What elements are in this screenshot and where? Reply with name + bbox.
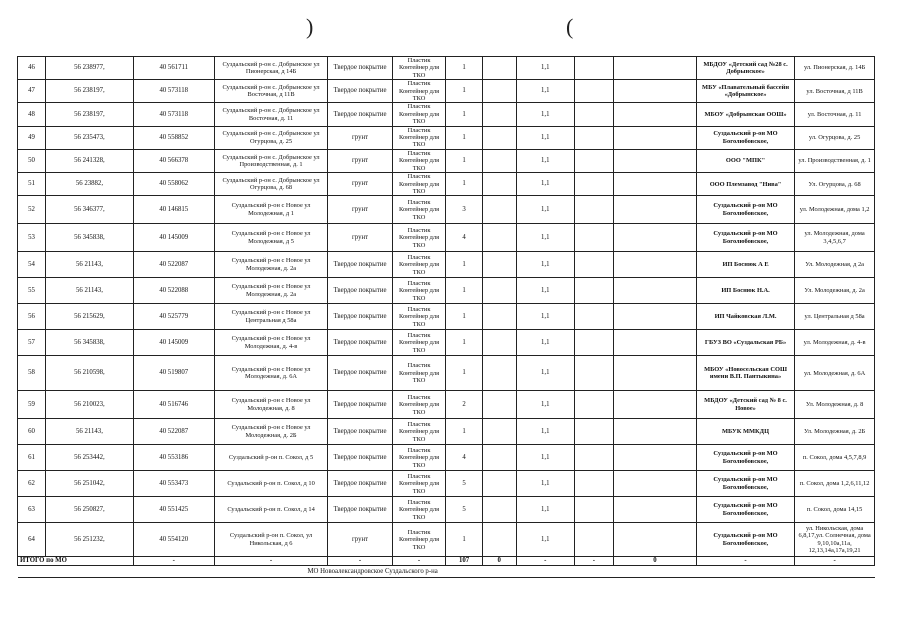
table-row [18, 278, 875, 304]
cell-served: ул. Восточная, д 11В [795, 80, 875, 103]
cell-addr: Суздальский р-он с Новое ул Молодежная, д 1 [214, 196, 328, 224]
cell-count: 1 [446, 149, 482, 172]
cell-served: Ул. Молодежная, д. 2а [795, 278, 875, 304]
total-cell-c8: 0 [482, 557, 516, 566]
cell-owner: ООО Племзавод "Нива" [696, 173, 794, 196]
cell-lat: 56 238197, [45, 103, 133, 126]
cell-served: ул. Молодежная, д. 4-в [795, 330, 875, 356]
cell-type: Пластик Контейнер для ТКО [392, 173, 446, 196]
cell-lat: 56 345838, [45, 224, 133, 252]
cell-lat: 56 251042, [45, 471, 133, 497]
cell-count: 4 [446, 445, 482, 471]
cell-count: 1 [446, 252, 482, 278]
cell-served: ул. Молодежная, д. 6А [795, 356, 875, 391]
table-row [18, 149, 875, 172]
cell-count: 5 [446, 471, 482, 497]
cell-lat: 56 21143, [45, 419, 133, 445]
cell-vol: 1,1 [516, 173, 574, 196]
total-cell-c10: - [574, 557, 613, 566]
cell-served: ул. Молодежная, дома 1,2 [795, 196, 875, 224]
cell-cover: Твердое покрытие [328, 419, 392, 445]
cell-empty [574, 419, 613, 445]
cell-cover: Твердое покрытие [328, 356, 392, 391]
cell-served: п. Сокол, дома 14,15 [795, 497, 875, 523]
cell-owner: МБДОУ «Детский сад №28 с. Добрынское» [696, 57, 794, 80]
cell-addr: Суздальский р-он с Новое ул Молодежная, д. 2а [214, 278, 328, 304]
total-cell-served: - [795, 557, 875, 566]
cell-n: 61 [18, 445, 46, 471]
cell-cover: Твердое покрытие [328, 80, 392, 103]
cell-empty [482, 445, 516, 471]
cell-n: 55 [18, 278, 46, 304]
cell-vol: 1,1 [516, 126, 574, 149]
cell-lon: 40 573118 [133, 103, 214, 126]
cell-type: Пластик Контейнер для ТКО [392, 278, 446, 304]
table-row [18, 57, 875, 80]
table-row [18, 126, 875, 149]
cell-lat: 56 21143, [45, 252, 133, 278]
cell-owner: ООО "МПК" [696, 149, 794, 172]
cell-vol: 1,1 [516, 523, 574, 557]
cell-addr: Суздальский р-он п. Сокол, ул Никольская, д 6 [214, 523, 328, 557]
cell-addr: Суздальский р-он с Новое ул Молодежная, д 5 [214, 224, 328, 252]
cell-served: п. Сокол, дома 4,5,7,8,9 [795, 445, 875, 471]
cell-addr: Суздальский р-он п. Сокол, д 14 [214, 497, 328, 523]
cell-served: ул. Восточная, д. 11 [795, 103, 875, 126]
cell-lon: 40 558852 [133, 126, 214, 149]
table-row [18, 419, 875, 445]
cell-lon: 40 525779 [133, 304, 214, 330]
cell-lon: 40 558062 [133, 173, 214, 196]
cell-type: Пластик Контейнер для ТКО [392, 149, 446, 172]
cell-cover: грунт [328, 149, 392, 172]
cell-empty [574, 80, 613, 103]
cell-empty [482, 497, 516, 523]
total-cell-vol: - [516, 557, 574, 566]
cell-vol: 1,1 [516, 149, 574, 172]
cell-vol: 1,1 [516, 80, 574, 103]
cell-count: 1 [446, 126, 482, 149]
cell-cover: Твердое покрытие [328, 445, 392, 471]
cell-n: 63 [18, 497, 46, 523]
cell-n: 62 [18, 471, 46, 497]
cell-cover: Твердое покрытие [328, 304, 392, 330]
cell-type: Пластик Контейнер для ТКО [392, 126, 446, 149]
table-row [18, 356, 875, 391]
cell-served: ул. Пионерская, д. 14Б [795, 57, 875, 80]
cell-served: ул. Центральная д 58а [795, 304, 875, 330]
cell-empty [482, 103, 516, 126]
cell-vol: 1,1 [516, 356, 574, 391]
cell-lon: 40 551425 [133, 497, 214, 523]
cell-lon: 40 522088 [133, 278, 214, 304]
cell-lon: 40 573118 [133, 80, 214, 103]
cell-type: Пластик Контейнер для ТКО [392, 57, 446, 80]
cell-empty [574, 356, 613, 391]
cell-count: 1 [446, 356, 482, 391]
cell-type: Пластик Контейнер для ТКО [392, 330, 446, 356]
cell-addr: Суздальский р-он с. Добрынское ул Огурцова, д. 25 [214, 126, 328, 149]
cell-addr: Суздальский р-он с. Добрынское ул Производственная, д. 1 [214, 149, 328, 172]
cell-vol: 1,1 [516, 196, 574, 224]
cell-cover: Твердое покрытие [328, 330, 392, 356]
cell-empty [482, 278, 516, 304]
total-cell-lon: - [133, 557, 214, 566]
cell-lon: 40 516746 [133, 391, 214, 419]
cell-owner: МБДОУ «Детский сад № 8 с. Новое» [696, 391, 794, 419]
cell-cover: Твердое покрытие [328, 252, 392, 278]
cell-empty [614, 196, 697, 224]
table-row [18, 330, 875, 356]
cell-owner: Суздальский р-он МО Боголюбовское, [696, 196, 794, 224]
cell-empty [482, 252, 516, 278]
cell-addr: Суздальский р-он с. Добрынское ул Восточная, д 11В [214, 80, 328, 103]
cell-empty [574, 304, 613, 330]
section-caption-row [18, 566, 875, 578]
cell-empty [482, 224, 516, 252]
cell-owner: ГБУЗ ВО «Суздальская РБ» [696, 330, 794, 356]
cell-empty [614, 80, 697, 103]
cell-empty [482, 173, 516, 196]
cell-lat: 56 235473, [45, 126, 133, 149]
cell-lat: 56 21143, [45, 278, 133, 304]
total-cell-type: - [392, 557, 446, 566]
cell-lat: 56 345838, [45, 330, 133, 356]
cell-empty [574, 330, 613, 356]
cell-empty [574, 224, 613, 252]
cell-served: Ул. Огурцова, д. 68 [795, 173, 875, 196]
cell-empty [614, 356, 697, 391]
cell-lat: 56 210023, [45, 391, 133, 419]
cell-addr: Суздальский р-он с Новое ул Молодежная, д. 8 [214, 391, 328, 419]
cell-empty [614, 391, 697, 419]
cell-addr: Суздальский р-он с. Добрынское ул Восточная, д. 11 [214, 103, 328, 126]
cell-lon: 40 145009 [133, 224, 214, 252]
cell-count: 1 [446, 330, 482, 356]
cell-served: Ул. Молодежная, д 2а [795, 252, 875, 278]
cell-served: ул. Никольская, дома 6,8,17,ул. Солнечная, дома 9,10,10а,11а, 12,13,14а,17а,19,21 [795, 523, 875, 557]
cell-lon: 40 519807 [133, 356, 214, 391]
table-row [18, 224, 875, 252]
cell-served: ул. Производственная, д. 1 [795, 149, 875, 172]
cell-cover: грунт [328, 126, 392, 149]
cell-owner: Суздальский р-он МО Боголюбовское, [696, 471, 794, 497]
cell-lat: 56 238977, [45, 57, 133, 80]
total-cell-count: 107 [446, 557, 482, 566]
cell-type: Пластик Контейнер для ТКО [392, 471, 446, 497]
cell-empty [614, 419, 697, 445]
cell-vol: 1,1 [516, 445, 574, 471]
cell-empty [482, 57, 516, 80]
cell-empty [482, 149, 516, 172]
table-row [18, 80, 875, 103]
cell-served: Ул. Молодежная, д. 8 [795, 391, 875, 419]
cell-cover: грунт [328, 173, 392, 196]
cell-count: 1 [446, 80, 482, 103]
cell-type: Пластик Контейнер для ТКО [392, 252, 446, 278]
table-row [18, 196, 875, 224]
cell-cover: Твердое покрытие [328, 471, 392, 497]
cell-served: ул. Огурцова, д. 25 [795, 126, 875, 149]
cell-owner: МБУ «Плавательный бассейн «Добрынское» [696, 80, 794, 103]
table-row [18, 391, 875, 419]
cell-owner: ИП Боснюк Н.А. [696, 278, 794, 304]
cell-cover: Твердое покрытие [328, 103, 392, 126]
cell-lat: 56 215629, [45, 304, 133, 330]
cell-served: ул. Молодежная, дома 3,4,5,6,7 [795, 224, 875, 252]
cell-count: 2 [446, 391, 482, 419]
cell-empty [614, 173, 697, 196]
cell-n: 51 [18, 173, 46, 196]
cell-empty [482, 126, 516, 149]
cell-vol: 1,1 [516, 391, 574, 419]
cell-type: Пластик Контейнер для ТКО [392, 391, 446, 419]
cell-lon: 40 522087 [133, 252, 214, 278]
cell-n: 49 [18, 126, 46, 149]
table-row [18, 523, 875, 557]
cell-lon: 40 554120 [133, 523, 214, 557]
cell-count: 5 [446, 497, 482, 523]
cell-addr: Суздальский р-он с Новое ул Молодежная, д. 6А [214, 356, 328, 391]
cell-type: Пластик Контейнер для ТКО [392, 196, 446, 224]
cell-owner: Суздальский р-он МО Боголюбовское, [696, 497, 794, 523]
cell-lat: 56 253442, [45, 445, 133, 471]
cell-empty [614, 304, 697, 330]
cell-n: 46 [18, 57, 46, 80]
cell-owner: МБУК ММКДЦ [696, 419, 794, 445]
cell-n: 47 [18, 80, 46, 103]
cell-count: 1 [446, 173, 482, 196]
cell-lat: 56 210598, [45, 356, 133, 391]
cell-n: 52 [18, 196, 46, 224]
cell-count: 1 [446, 103, 482, 126]
total-cell-addr: - [214, 557, 328, 566]
cell-count: 3 [446, 196, 482, 224]
cell-n: 48 [18, 103, 46, 126]
cell-empty [482, 304, 516, 330]
cell-count: 1 [446, 419, 482, 445]
cell-addr: Суздальский р-он п. Сокол, д 10 [214, 471, 328, 497]
cell-owner: Суздальский р-он МО Боголюбовское, [696, 224, 794, 252]
cell-cover: Твердое покрытие [328, 278, 392, 304]
cell-type: Пластик Контейнер для ТКО [392, 224, 446, 252]
cell-served: п. Сокол, дома 1,2,6,11,12 [795, 471, 875, 497]
table-row [18, 445, 875, 471]
cell-empty [574, 126, 613, 149]
cell-lat: 56 250827, [45, 497, 133, 523]
table-row [18, 173, 875, 196]
cell-addr: Суздальский р-он с Новое ул Молодежная, д. 2Б [214, 419, 328, 445]
cell-lat: 56 238197, [45, 80, 133, 103]
cell-n: 59 [18, 391, 46, 419]
table-row [18, 304, 875, 330]
cell-n: 54 [18, 252, 46, 278]
cell-empty [614, 278, 697, 304]
cell-addr: Суздальский р-он с Новое ул Центральная д 58а [214, 304, 328, 330]
cell-empty [614, 57, 697, 80]
cell-cover: грунт [328, 196, 392, 224]
cell-cover: грунт [328, 224, 392, 252]
cell-empty [614, 252, 697, 278]
total-row [18, 557, 875, 566]
cell-count: 1 [446, 278, 482, 304]
cell-vol: 1,1 [516, 330, 574, 356]
cell-owner: МБОУ «Новосельская СОШ имени В.П. Пантыкина» [696, 356, 794, 391]
cell-cover: Твердое покрытие [328, 497, 392, 523]
cell-count: 1 [446, 304, 482, 330]
cell-empty [614, 149, 697, 172]
cell-empty [614, 224, 697, 252]
cell-lat: 56 346377, [45, 196, 133, 224]
table-row [18, 103, 875, 126]
cell-lon: 40 146815 [133, 196, 214, 224]
cell-empty [614, 471, 697, 497]
waste-sites-table [17, 56, 875, 578]
section-caption: МО Новоалександровское Суздальского р-на [18, 566, 875, 578]
cell-n: 64 [18, 523, 46, 557]
cell-vol: 1,1 [516, 497, 574, 523]
cell-addr: Суздальский р-он с Новое ул Молодежная, д. 4-в [214, 330, 328, 356]
cell-empty [482, 330, 516, 356]
cell-cover: Твердое покрытие [328, 391, 392, 419]
cell-count: 4 [446, 224, 482, 252]
cell-empty [574, 252, 613, 278]
cell-count: 1 [446, 523, 482, 557]
cell-empty [614, 523, 697, 557]
cell-n: 53 [18, 224, 46, 252]
cell-type: Пластик Контейнер для ТКО [392, 103, 446, 126]
cell-vol: 1,1 [516, 278, 574, 304]
cell-empty [574, 57, 613, 80]
cell-empty [574, 523, 613, 557]
cell-vol: 1,1 [516, 304, 574, 330]
cell-empty [574, 445, 613, 471]
cell-type: Пластик Контейнер для ТКО [392, 419, 446, 445]
table-row [18, 252, 875, 278]
cell-empty [574, 173, 613, 196]
cell-empty [482, 419, 516, 445]
cell-type: Пластик Контейнер для ТКО [392, 80, 446, 103]
cell-empty [614, 126, 697, 149]
cell-addr: Суздальский р-он с. Добрынское ул Пионерская, д 14Б [214, 57, 328, 80]
cell-vol: 1,1 [516, 252, 574, 278]
cell-empty [482, 196, 516, 224]
cell-addr: Суздальский р-он с Новое ул Молодежная, д. 2а [214, 252, 328, 278]
total-cell-c11: 0 [614, 557, 697, 566]
cell-owner: МБОУ «Добрынская ООШ» [696, 103, 794, 126]
cell-empty [574, 103, 613, 126]
cell-empty [574, 278, 613, 304]
cell-empty [614, 330, 697, 356]
cell-lon: 40 561711 [133, 57, 214, 80]
cell-lon: 40 522087 [133, 419, 214, 445]
total-cell-label: ИТОГО по МО [18, 557, 134, 566]
cell-n: 56 [18, 304, 46, 330]
cell-cover: грунт [328, 523, 392, 557]
cell-empty [482, 80, 516, 103]
cell-owner: ИП Боснюк А Е [696, 252, 794, 278]
cell-vol: 1,1 [516, 103, 574, 126]
cell-empty [574, 471, 613, 497]
cell-owner: ИП Чайковская Л.М. [696, 304, 794, 330]
cell-n: 60 [18, 419, 46, 445]
cell-owner: Суздальский р-он МО Боголюбовское, [696, 126, 794, 149]
cell-n: 58 [18, 356, 46, 391]
cell-vol: 1,1 [516, 57, 574, 80]
cell-type: Пластик Контейнер для ТКО [392, 497, 446, 523]
cell-vol: 1,1 [516, 419, 574, 445]
cell-empty [574, 497, 613, 523]
cell-empty [482, 391, 516, 419]
cell-vol: 1,1 [516, 471, 574, 497]
cell-empty [614, 445, 697, 471]
binding-mark-right: ( [566, 14, 574, 39]
table-row [18, 497, 875, 523]
cell-lon: 40 553186 [133, 445, 214, 471]
cell-type: Пластик Контейнер для ТКО [392, 445, 446, 471]
cell-lat: 56 241328, [45, 149, 133, 172]
cell-empty [482, 471, 516, 497]
cell-lat: 56 251232, [45, 523, 133, 557]
cell-lat: 56 23882, [45, 173, 133, 196]
cell-lon: 40 145009 [133, 330, 214, 356]
cell-count: 1 [446, 57, 482, 80]
cell-type: Пластик Контейнер для ТКО [392, 523, 446, 557]
cell-owner: Суздальский р-он МО Боголюбовское, [696, 523, 794, 557]
table-row [18, 471, 875, 497]
cell-n: 50 [18, 149, 46, 172]
cell-empty [574, 149, 613, 172]
cell-empty [614, 497, 697, 523]
cell-empty [482, 356, 516, 391]
cell-empty [614, 103, 697, 126]
cell-cover: Твердое покрытие [328, 57, 392, 80]
cell-vol: 1,1 [516, 224, 574, 252]
total-cell-owner: - [696, 557, 794, 566]
cell-served: Ул. Молодежная, д. 2Б [795, 419, 875, 445]
cell-lon: 40 566378 [133, 149, 214, 172]
cell-type: Пластик Контейнер для ТКО [392, 304, 446, 330]
binding-mark-left: ) [306, 14, 314, 39]
cell-lon: 40 553473 [133, 471, 214, 497]
cell-n: 57 [18, 330, 46, 356]
cell-empty [482, 523, 516, 557]
cell-addr: Суздальский р-он п. Сокол, д 5 [214, 445, 328, 471]
cell-type: Пластик Контейнер для ТКО [392, 356, 446, 391]
total-cell-cover: - [328, 557, 392, 566]
cell-addr: Суздальский р-он с. Добрынское ул Огурцова, д. 68 [214, 173, 328, 196]
cell-empty [574, 196, 613, 224]
cell-empty [574, 391, 613, 419]
cell-owner: Суздальский р-он МО Боголюбовское, [696, 445, 794, 471]
